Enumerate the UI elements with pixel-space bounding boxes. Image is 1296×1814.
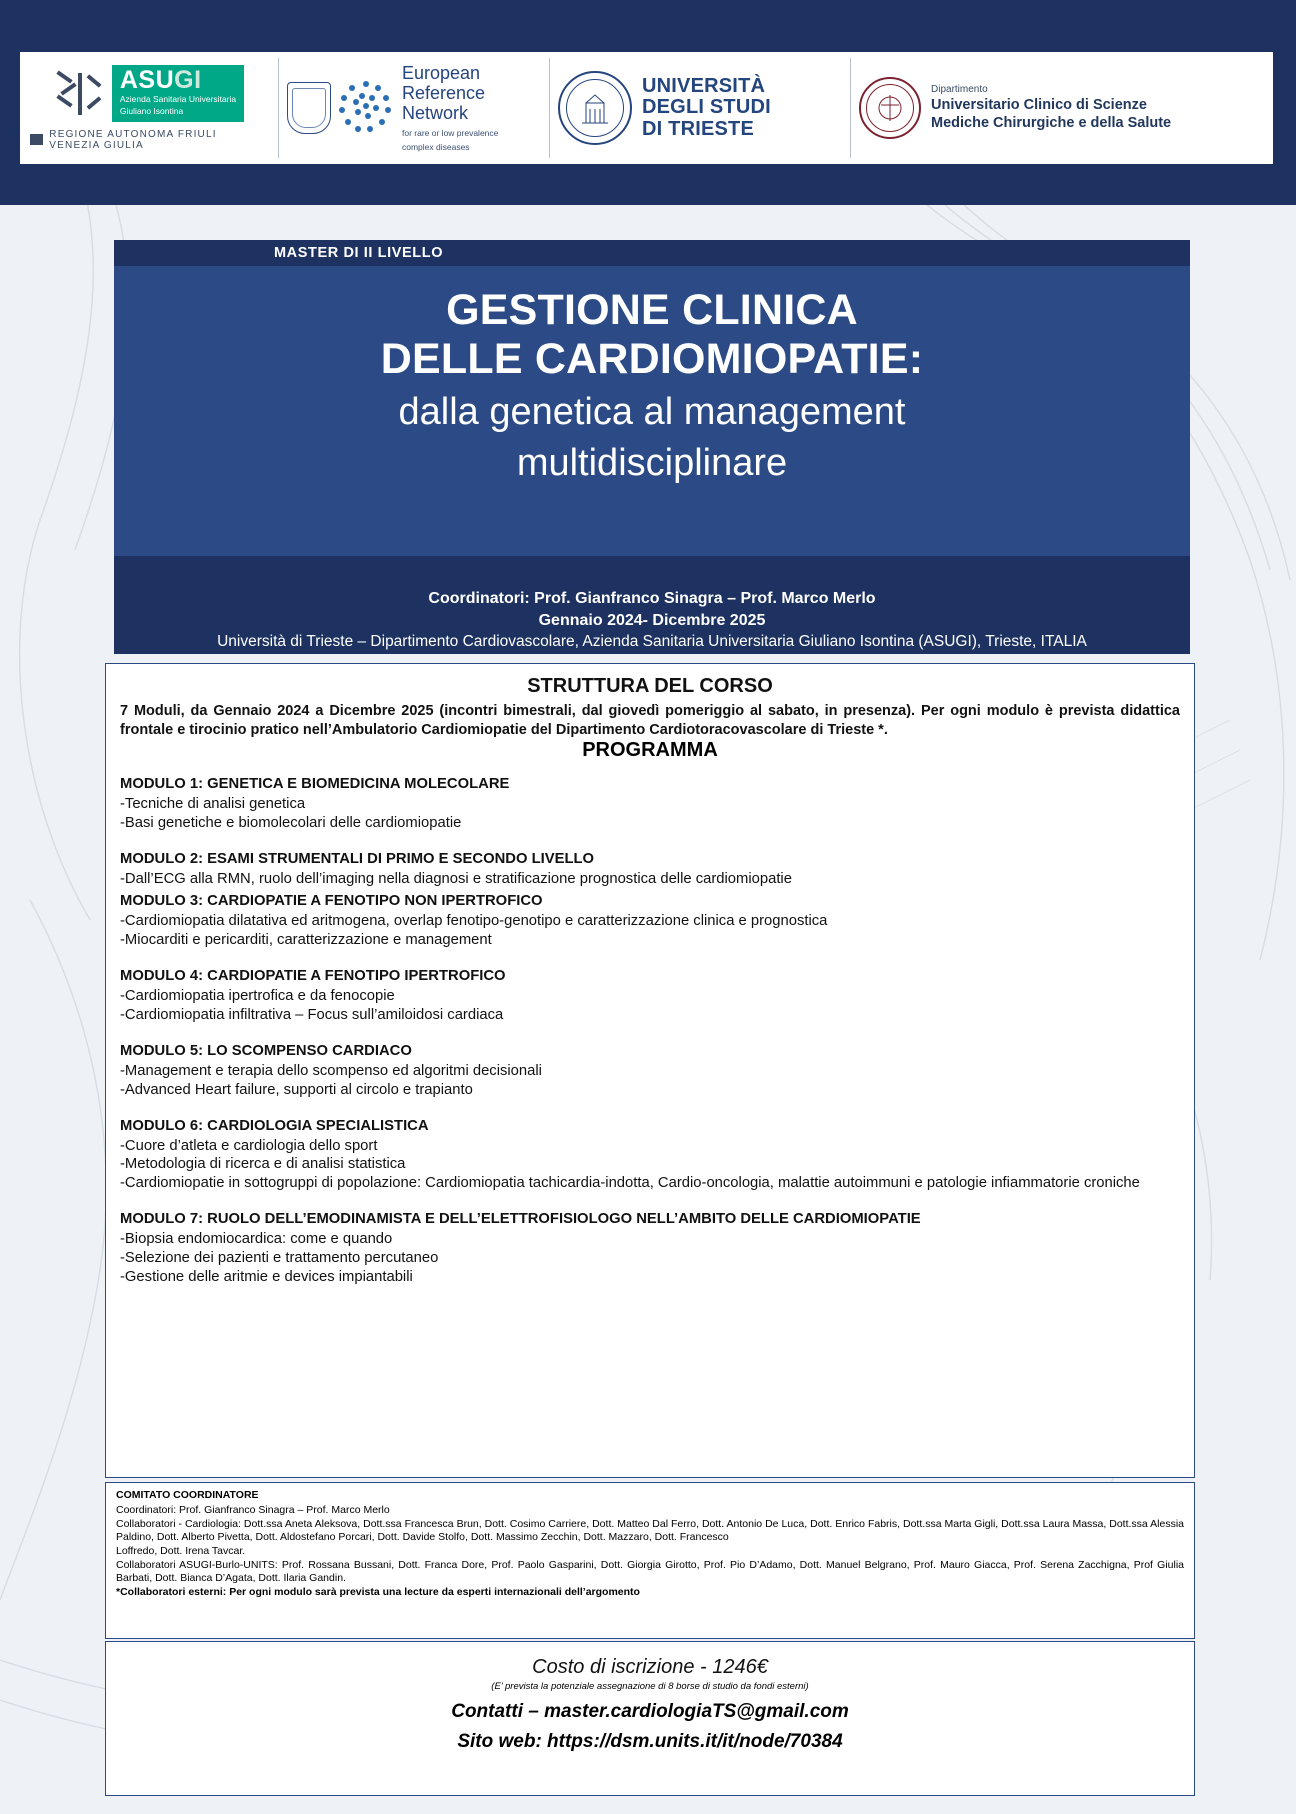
module-item: -Management e terapia dello scompenso ed algoritmi decisionali — [120, 1062, 542, 1079]
logo-dipartimento — [851, 52, 1273, 164]
website-link[interactable]: Sito web: https://dsm.units.it/it/node/70384 — [457, 1731, 843, 1752]
module-heading: MODULO 4: CARDIOPATIE A FENOTIPO IPERTROFICO — [120, 967, 506, 984]
title-line-1: GESTIONE CLINICA — [446, 286, 858, 334]
contact-email[interactable]: Contatti – master.cardiologiaTS@gmail.com — [451, 1701, 849, 1722]
logo-asugi — [20, 52, 278, 164]
committee-coordinator: Coordinatori: Prof. Gianfranco Sinagra – Prof. Marco Merlo — [116, 1504, 390, 1516]
units-line-3: DI TRIESTE — [642, 117, 755, 140]
module-item: -Metodologia di ricerca e di analisi statistica — [120, 1156, 406, 1173]
dipartimento-seal-icon — [859, 77, 921, 139]
dipartimento-line-2: Mediche Chirurgiche e della Salute — [931, 114, 1172, 131]
module-item: -Dall’ECG alla RMN, ruolo dell’imaging nella diagnosi e stratificazione prognostica delle cardiomiopatie — [120, 870, 792, 887]
title-line-2: DELLE CARDIOMIOPATIE: — [380, 335, 924, 384]
module-block — [120, 776, 1180, 833]
footer-panel — [105, 1641, 1195, 1796]
module-heading: MODULO 3: CARDIOPATIE A FENOTIPO NON IPERTROFICO — [120, 892, 543, 909]
units-seal-icon — [558, 71, 632, 145]
committee-title: COMITATO COORDINATORE — [116, 1489, 259, 1501]
module-item: -Tecniche di analisi genetica — [120, 796, 306, 813]
asugi-region-label: REGIONE AUTONOMA FRIULI VENEZIA GIULIA — [49, 128, 217, 151]
subtitle-line-2: multidisciplinare — [516, 441, 788, 484]
coordinators-band — [114, 556, 1190, 654]
subtitle-line-1: dalla genetica al management — [398, 391, 906, 434]
units-line-1: UNIVERSITÀ — [642, 75, 766, 98]
module-item: -Selezione dei pazienti e trattamento percutaneo — [120, 1250, 439, 1267]
module-heading: MODULO 6: CARDIOLOGIA SPECIALISTICA — [120, 1117, 429, 1134]
course-dates: Gennaio 2024- Dicembre 2025 — [538, 611, 766, 629]
module-heading: MODULO 2: ESAMI STRUMENTALI DI PRIMO E SECONDO LIVELLO — [120, 850, 595, 867]
committee-panel — [105, 1482, 1195, 1639]
asugi-wordmark: ASUGI — [119, 66, 202, 95]
committee-external-note: *Collaboratori esterni: Per ogni modulo sarà prevista una lecture da esperti internazionali dell’argomento — [116, 1585, 640, 1598]
committee-collaborators-cardiology: Collaboratori - Cardiologia: Dott.ssa Aneta Aleksova, Dott.ssa Francesca Brun, Dott. Cosimo Carriere, Dott. Matteo Dal Ferro, Dott. Antonio De Luca, Dott. Enrico Fabris, Dott.ssa Marta Gigli, Dott.ssa Laura Massa, Dott.ssa Alessia Paldino, Dott. Alberto Pivetta, Dott. Aldostefano Porcari, Dott. Davide Stolfo, Dott. Massimo Zecchin, Dott. Mazzaro, Dott. Francesco — [116, 1517, 1184, 1544]
programma-title: PROGRAMMA — [582, 739, 718, 762]
master-level-label: MASTER DI II LIVELLO — [114, 240, 1190, 266]
asugi-line1: Azienda Sanitaria Universitaria — [119, 94, 237, 105]
structure-title: STRUTTURA DEL CORSO — [527, 675, 773, 697]
ern-sub-1: for rare or low prevalence — [402, 127, 499, 138]
title-block — [114, 266, 1190, 556]
ern-title-1: European — [402, 63, 481, 84]
module-block — [120, 851, 1180, 889]
module-block — [120, 1118, 1180, 1194]
ern-dots-icon — [339, 81, 393, 135]
structure-text: 7 Moduli, da Gennaio 2024 a Dicembre 2025 (incontri bimestrali, dal giovedì pomeriggio al sabato, in presenza). Per ogni modulo è prevista didattica frontale e tirocinio pratico nell’Ambulatorio Cardiomiopatie del Dipartimento Cardiotoracovascolare di Trieste *. — [120, 703, 1180, 738]
module-item: -Gestione delle aritmie e devices impiantabili — [120, 1269, 413, 1286]
asugi-mark-icon — [56, 71, 108, 117]
ern-title-3: Network — [402, 103, 469, 124]
module-heading: MODULO 1: GENETICA E BIOMEDICINA MOLECOLARE — [120, 776, 510, 793]
ern-title-2: Reference — [402, 83, 486, 104]
module-item: -Miocarditi e pericarditi, caratterizzazione e management — [120, 931, 492, 948]
module-block — [120, 893, 1180, 950]
module-item: -Cardiomiopatia infiltrativa – Focus sull’amiloidosi cardiaca — [120, 1006, 504, 1023]
module-heading: MODULO 5: LO SCOMPENSO CARDIACO — [120, 1042, 412, 1059]
module-block — [120, 968, 1180, 1025]
module-item: -Cardiomiopatia dilatativa ed aritmogena, overlap fenotipo-genotipo e caratterizzazione clinica e prognostica — [120, 912, 828, 929]
dipartimento-kicker: Dipartimento — [931, 84, 988, 96]
module-item: -Cardiomiopatia ipertrofica e da fenocopie — [120, 987, 395, 1004]
coordinators-text: Coordinatori: Prof. Gianfranco Sinagra – Prof. Marco Merlo — [428, 590, 876, 607]
dipartimento-line-1: Universitario Clinico di Scienze — [931, 97, 1147, 114]
asugi-line2: Giuliano Isontina — [119, 106, 184, 116]
logo-strip — [20, 52, 1273, 164]
committee-collaborators-burlo: Collaboratori ASUGI-Burlo-UNITS: Prof. Rossana Bussani, Dott. Franca Dore, Prof. Paolo Gasparini, Dott. Giorgia Girotto, Prof. Pio D’Adamo, Dott. Manuel Belgrano, Prof. Mauro Giacca, Prof. Serena Zacchigna, Prof Giulia Barbati, Dott. Bianca D’Agata, Dott. Ilaria Gandin. — [116, 1558, 1184, 1585]
module-item: -Cardiomiopatie in sottogruppi di popolazione: Cardiomiopatia tachicardia-indotta, Cardio-oncologia, malattie autoimmuni e patologie infiammatorie croniche — [120, 1175, 1140, 1192]
region-flag-icon — [30, 134, 43, 145]
logo-ern — [279, 52, 549, 164]
committee-collaborators-cardiology-cont: Loffredo, Dott. Irena Tavcar. — [116, 1544, 246, 1557]
affiliation-text: Università di Trieste – Dipartimento Cardiovascolare, Azienda Sanitaria Universitaria Giuliano Isontina (ASUGI), Trieste, ITALIA — [217, 633, 1087, 651]
module-block — [120, 1211, 1180, 1287]
scholarship-note: (E’ prevista la potenziale assegnazione di 8 borse di studio da fondi esterni) — [491, 1681, 809, 1692]
module-block — [120, 1043, 1180, 1100]
module-item: -Biopsia endomiocardica: come e quando — [120, 1231, 393, 1248]
enrollment-cost: Costo di iscrizione - 1246€ — [532, 1656, 768, 1678]
module-item: -Cuore d’atleta e cardiologia dello sport — [120, 1137, 378, 1154]
ern-crest-icon — [287, 82, 331, 134]
ern-sub-2: complex diseases — [402, 142, 470, 153]
units-line-2: DEGLI STUDI — [642, 96, 771, 119]
module-item: -Basi genetiche e biomolecolari delle cardiomiopatie — [120, 815, 462, 832]
module-heading: MODULO 7: RUOLO DELL’EMODINAMISTA E DELL’ELETTROFISIOLOGO NELL’AMBITO DELLE CARDIOMIOPATIE — [120, 1211, 921, 1228]
program-panel — [105, 663, 1195, 1478]
logo-units — [550, 52, 850, 164]
module-item: -Advanced Heart failure, supporti al circolo e trapianto — [120, 1081, 473, 1098]
